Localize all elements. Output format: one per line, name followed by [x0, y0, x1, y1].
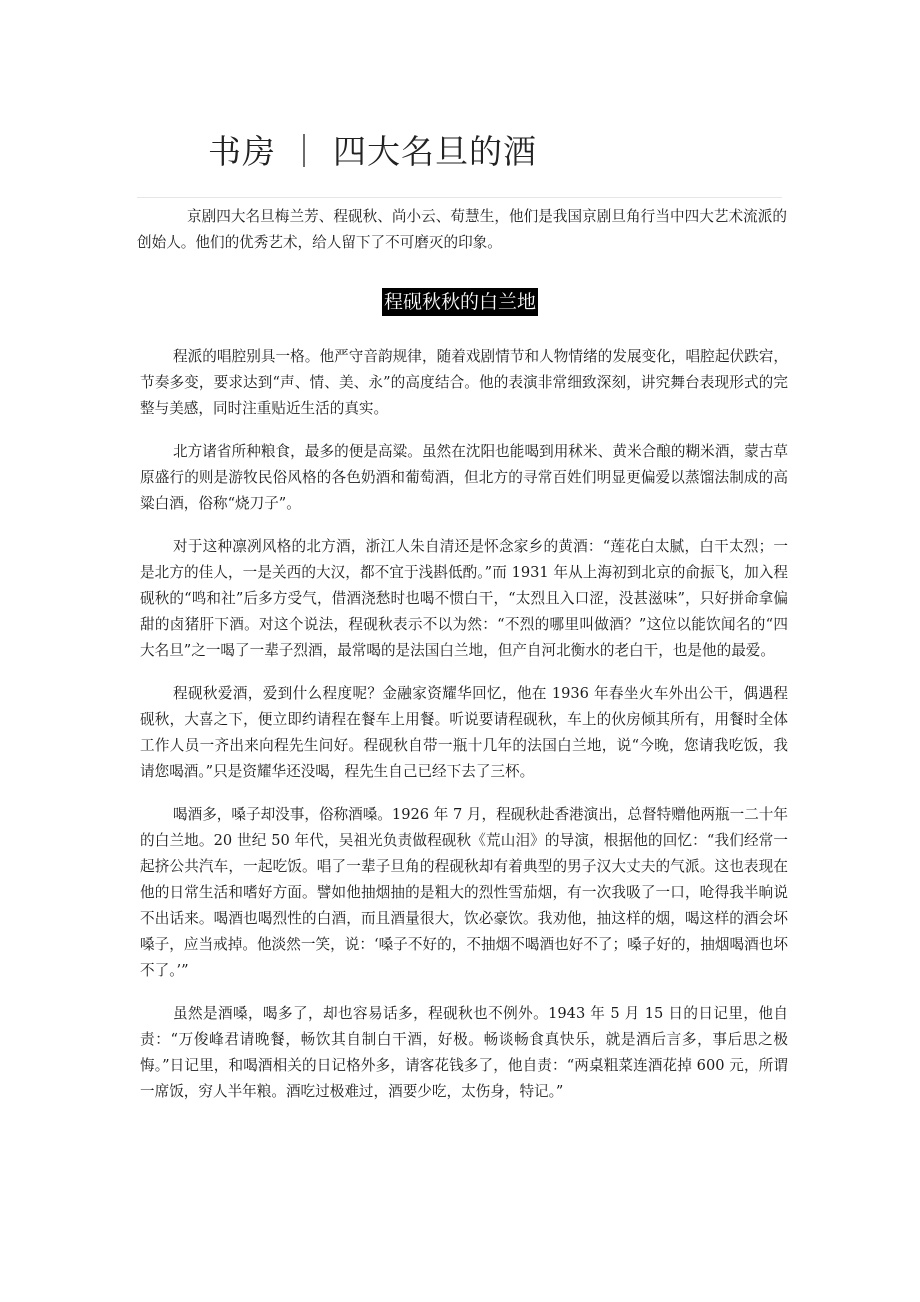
article-body	[140, 344, 788, 1122]
body-paragraph: 对于这种凛冽风格的北方酒，浙江人朱自清还是怀念家乡的黄酒：“莲花白太腻，白干太烈；一是北方的佳人，一是关西的大汉，都不宜于浅斟低酌。”而 1931 年从上海初到北京的俞振飞，加入程砚秋的“鸣和社”后多方受气，借酒浇愁时也喝不惯白干，“太烈且入口涩，没甚滋味”，只好拼命拿偏甜的卤猪肝下酒。对这个说法，程砚秋表示不以为然：“不烈的哪里叫做酒？”这位以能饮闻名的“四大名旦”之一喝了一辈子烈酒，最常喝的是法国白兰地，但产自河北衡水的老白干，也是他的最爱。	[140, 538, 788, 659]
body-paragraph: 程派的唱腔别具一格。他严守音韵规律，随着戏剧情节和人物情绪的发展变化，唱腔起伏跌宕，节奏多变，要求达到“声、情、美、永”的高度结合。他的表演非常细致深刻，讲究舞台表现形式的完整与美感，同时注重贴近生活的真实。	[140, 348, 788, 417]
section-heading-container	[0, 288, 920, 316]
title-divider	[137, 197, 782, 198]
intro-paragraph: 京剧四大名旦梅兰芳、程砚秋、尚小云、荀慧生，他们是我国京剧旦角行当中四大艺术流派的创始人。他们的优秀艺术，给人留下了不可磨灭的印象。	[137, 208, 787, 251]
body-paragraph: 北方诸省所种粮食，最多的便是高粱。虽然在沈阳也能喝到用秫米、黄米合酿的糊米酒，蒙古草原盛行的则是游牧民俗风格的各色奶酒和葡萄酒，但北方的寻常百姓们明显更偏爱以蒸馏法制成的高粱白酒，俗称“烧刀子”。	[140, 443, 788, 512]
body-paragraph: 喝酒多，嗓子却没事，俗称酒嗓。1926 年 7 月，程砚秋赴香港演出，总督特赠他两瓶一二十年的白兰地。20 世纪 50 年代，吴祖光负责做程砚秋《荒山泪》的导演，根据他的回忆：“我们经常一起挤公共汽车，一起吃饭。唱了一辈子旦角的程砚秋却有着典型的男子汉大丈夫的气派。这也表现在他的日常生活和嗜好方面。譬如他抽烟抽的是粗大的烈性雪茄烟，有一次我吸了一口，呛得我半晌说不出话来。喝酒也喝烈性的白酒，而且酒量很大，饮必豪饮。我劝他，抽这样的烟，喝这样的酒会坏嗓子，应当戒掉。他淡然一笑，说：‘嗓子不好的，不抽烟不喝酒也好不了；嗓子好的，抽烟喝酒也坏不了。’”	[140, 806, 788, 979]
document-title: 书房 ｜ 四大名旦的酒	[208, 132, 537, 171]
section-heading: 程砚秋秋的白兰地	[382, 288, 538, 316]
body-paragraph: 虽然是酒嗓，喝多了，却也容易话多，程砚秋也不例外。1943 年 5 月 15 日的日记里，他自责：“万俊峰君请晚餐，畅饮其自制白干酒，好极。畅谈畅食真快乐，就是酒后言多，事后思之极悔。”日记里，和喝酒相关的日记格外多，请客花钱多了，他自责：“两桌粗菜连酒花掉 600 元，所谓一席饭，穷人半年粮。酒吃过极难过，酒要少吃，太伤身，特记。”	[140, 1005, 788, 1100]
body-paragraph: 程砚秋爱酒，爱到什么程度呢？金融家资耀华回忆，他在 1936 年春坐火车外出公干，偶遇程砚秋，大喜之下，便立即约请程在餐车上用餐。听说要请程砚秋，车上的伙房倾其所有，用餐时全体工作人员一齐出来向程先生问好。程砚秋自带一瓶十几年的法国白兰地，说“今晚，您请我吃饭，我请您喝酒。”只是资耀华还没喝，程先生自己已经下去了三杯。	[140, 685, 788, 780]
